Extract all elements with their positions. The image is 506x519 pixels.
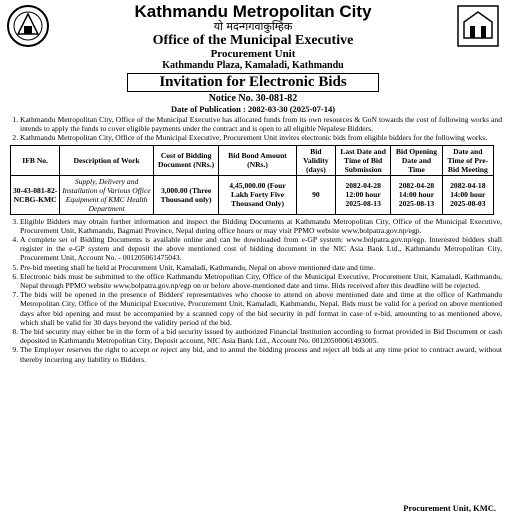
term-item: 8. The bid security may either be in the form of a bid security issued by authorized Financial Institution according to format provided in Bid Document or cash deposited in Kathmandu Metropolitan City, Deposit account, NIC Asia Bank Ltd., Account No. 00120500061493005. xyxy=(20,327,502,345)
term-item: 4. A complete set of Bidding Documents is available online and can be downloaded from e-GP system: www.bolpatra.gov.np/egp. Interested bidders shall register in the e-GP system and deposit the above mentioned cost of bidding document in the NIC Asia Bank Ltd., Kathmandu Metropolitan City, Procurement Unit, Account No. - 00120506147504З. xyxy=(20,235,502,263)
unit-name: Procurement Unit xyxy=(210,48,296,60)
cell-bond: 4,45,000.00 (Four Lakh Forty Five Thousand Only) xyxy=(219,175,296,214)
col-ifb: IFB No. xyxy=(11,145,60,175)
intro-item: 1. Kathmandu Metropolitan City, Office of the Municipal Executive has allocated funds from its own resources & GoN towards the cost of following works and intends to apply the funds to cover eligible payments under the contract and is open to all eligible Nepalese Bidders. xyxy=(20,115,502,133)
cell-ifb: 30-43-081-82-NCBG-KMC xyxy=(11,175,60,214)
col-opening: Bid Opening Date and Time xyxy=(391,145,442,175)
office-name: Office of the Municipal Executive xyxy=(152,33,354,48)
table-header-row xyxy=(11,145,494,175)
letterhead xyxy=(4,3,502,71)
cell-submission: 2082-04-28 12:00 hour 2025-08-13 xyxy=(335,175,390,214)
col-bond: Bid Bond Amount (NRs.) xyxy=(219,145,296,175)
col-cost: Cost of Bidding Document (NRs.) xyxy=(153,145,218,175)
cell-description: Supply, Delivery and Installation of Various Office Equipment of KMC Health Department xyxy=(60,175,154,214)
cell-cost: 3,000.00 (Three Thousand only) xyxy=(153,175,218,214)
publication-date: Date of Publication : 2082-03-30 (2025-07-14) xyxy=(170,104,336,114)
term-item: 5. Pre-bid meeting shall be held at Procurement Unit, Kamaladi, Kathmandu, Nepal on above mentioned date and time. xyxy=(20,263,502,272)
col-submission: Last Date and Time of Bid Submission xyxy=(335,145,390,175)
city-name-nepali: यो मदन्गगवाकुम्हिक xyxy=(213,20,293,33)
term-item: 7. The bids will be opened in the presence of Bidders' representatives who choose to attend on above mentioned date and time at the office of Kathmandu Metropolitan City, Office of the Municipal Executive, Procurement Unit, Kamaladi, Kathmandu, Nepal. Bids must be valid for a period on above mentioned days after bid opening and must be accompanied by a scanned copy of the bid security in pdf format in case of e-bid, amounting to as mentioned above, which shall be valid for 30 days beyond the validity period of the bid. xyxy=(20,290,502,327)
intro-item: 2. Kathmandu Metropolitan City, Office of the Municipal Executive, Procurement Unit invites electronic bids from eligible bidders for the following works. xyxy=(20,133,502,142)
term-item: 6. Electronic bids must be submitted to the office Kathmandu Metropolitan City, Office of the Municipal Executive, Procurement Unit, Kamaladi, Kathmandu, Nepal through PPMO website www.bolpatra.gov.np/egp on or before above-mentioned date and time. Bids received after this deadline will be rejected. xyxy=(20,272,502,290)
signature: Procurement Unit, KMC. xyxy=(403,503,496,513)
cell-prebid: 2082-04-18 14:00 hour 2025-08-03 xyxy=(442,175,493,214)
notice-number: Notice No. 30-081-82 xyxy=(208,93,298,104)
bid-table xyxy=(10,145,494,215)
cell-validity: 90 xyxy=(296,175,335,214)
term-item: 3. Eligible Bidders may obtain further information and inspect the Bidding Documents at Kathmandu Metropolitan City, Office of the Municipal Executive, Procurement Unit, Kathmandu, Bagmati Province, Nepal during office hours or may visit PPMO website www.bolpatra.gov.np/egp. xyxy=(20,217,502,235)
term-item: 9. The Employer reserves the right to accept or reject any bid, and to annul the bidding process and reject all bids at any time prior to contract award, without thereby incurring any liability to Bidders. xyxy=(20,345,502,363)
table-row xyxy=(11,175,494,214)
kmc-emblem-icon xyxy=(6,4,50,48)
col-prebid: Date and Time of Pre-Bid Meeting xyxy=(442,145,493,175)
city-name: Kathmandu Metropolitan City xyxy=(134,2,372,21)
office-address: Kathmandu Plaza, Kamaladi, Kathmandu xyxy=(162,60,344,71)
building-emblem-icon xyxy=(456,4,500,48)
col-validity: Bid Validity (days) xyxy=(296,145,335,175)
notice-title: Invitation for Electronic Bids xyxy=(127,73,379,92)
col-description: Description of Work xyxy=(60,145,154,175)
terms-list xyxy=(4,217,502,364)
cell-opening: 2082-04-28 14:00 hour 2025-08-13 xyxy=(391,175,442,214)
intro-list xyxy=(4,115,502,143)
